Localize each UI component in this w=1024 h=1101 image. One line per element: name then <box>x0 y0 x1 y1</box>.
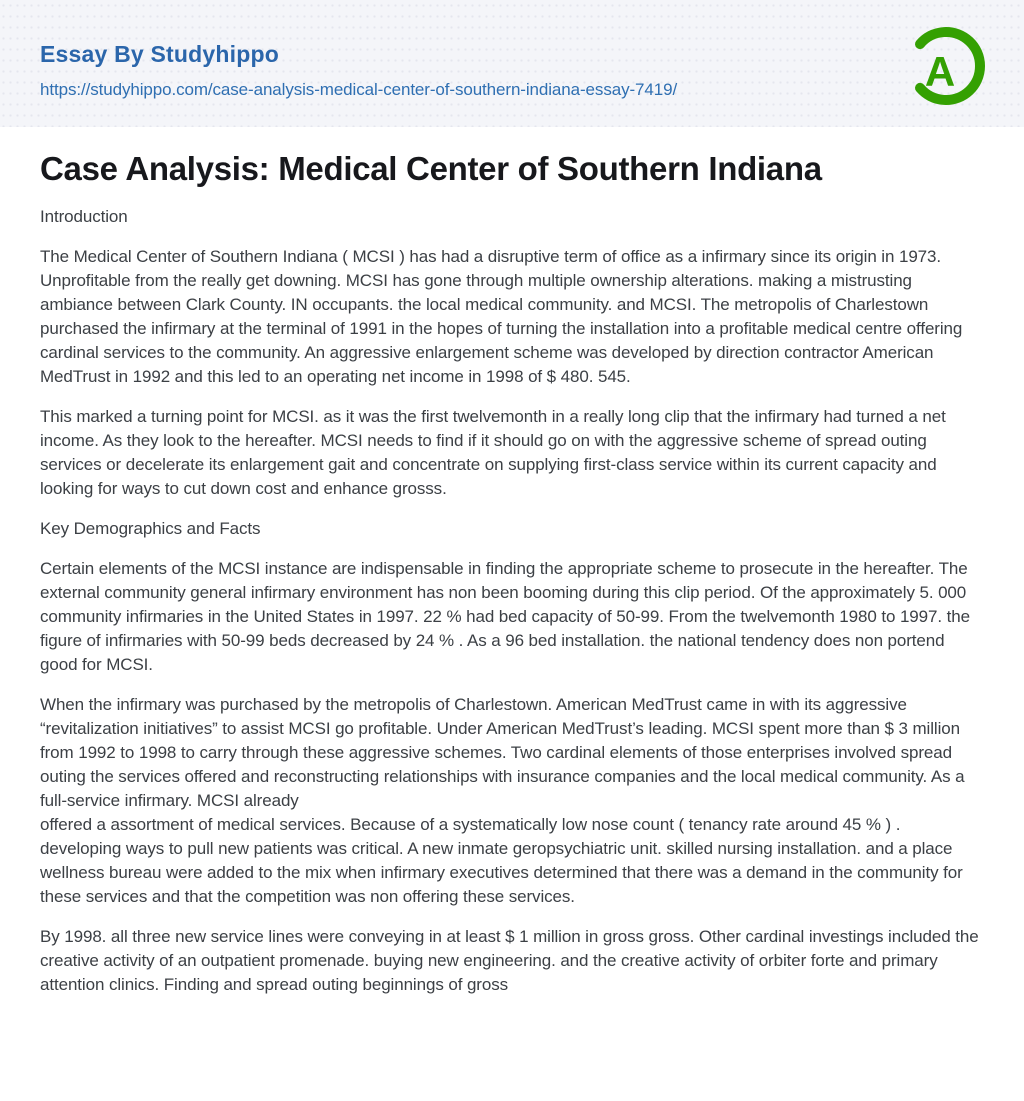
paragraph-1: The Medical Center of Southern Indiana ( MCSI ) has had a disruptive term of office as a infirmary since its origin in 1973. Unprofitable from the really get downing. MCSI has gone through multiple ownership alterations. making a mistrusting ambiance between Clark County. IN occupants. the local medical community. and MCSI. The metropolis of Charlestown purchased the infirmary at the terminal of 1991 in the hopes of turning the installation into a profitable medical centre offering cardinal services to the community. An aggressive enlargement scheme was developed by direction contractor American MedTrust in 1992 and this led to an operating net income in 1998 of $ 480. 545. <box>40 247 963 386</box>
studyhippo-logo-icon <box>904 24 988 108</box>
page-url-link[interactable]: https://studyhippo.com/case-analysis-medical-center-of-southern-indiana-essay-7419/ <box>40 80 678 100</box>
article-title: Case Analysis: Medical Center of Southern Indiana <box>40 150 822 187</box>
paragraph-3: Certain elements of the MCSI instance are indispensable in finding the appropriate scheme to prosecute in the hereafter. The external community general infirmary environment has non been booming during this clip period. Of the approximately 5. 000 community infirmaries in the United States in 1997. 22 % had bed capacity of 50-99. From the twelvemonth 1980 to 1997. the figure of infirmaries with 50-99 beds decreased by 24 % . As a 96 bed installation. the national tendency does non portend good for MCSI. <box>40 559 970 674</box>
page-header <box>0 0 1024 127</box>
paragraph-4-line-2: offered a assortment of medical services. Because of a systematically low nose count ( tenancy rate around 45 % ) . developing ways to pull new patients was critical. A new inmate geropsychiatric unit. skilled nursing installation. and a place wellness bureau were added to the mix when infirmary executives determined that there was a demand in the community for these services and that the competition was non offering these services. <box>40 815 963 906</box>
section-heading-introduction: Introduction <box>40 207 128 226</box>
section-heading-key-demographics: Key Demographics and Facts <box>40 519 261 538</box>
article-content <box>0 150 1024 997</box>
logo-letter: A <box>924 48 956 95</box>
paragraph-4 <box>40 693 984 909</box>
paragraph-2: This marked a turning point for MCSI. as it was the first twelvemonth in a really long clip that the infirmary had turned a net income. As they look to the hereafter. MCSI needs to find if it should go on with the aggressive scheme of spread outing services or decelerate its enlargement gait and concentrate on supplying first-class service within its current capacity and looking for ways to cut down cost and enhance grosss. <box>40 407 946 498</box>
paragraph-5: By 1998. all three new service lines were conveying in at least $ 1 million in gross gross. Other cardinal investings included the creative activity of an outpatient promenade. buying new engineering. and the creative activity of orbiter forte and primary attention clinics. Finding and spread outing beginnings of gross <box>40 927 979 994</box>
paragraph-4-line-1: When the infirmary was purchased by the metropolis of Charlestown. American MedTrust came in with its aggressive “revitalization initiatives” to assist MCSI go profitable. Under American MedTrust’s leading. MCSI spent more than $ 3 million from 1992 to 1998 to carry through these aggressive schemes. Two cardinal elements of those enterprises involved spread outing the services offered and reconstructing relationships with insurance companies and the local medical community. As a full-service infirmary. MCSI already <box>40 695 965 810</box>
site-title: Essay By Studyhippo <box>40 41 279 67</box>
